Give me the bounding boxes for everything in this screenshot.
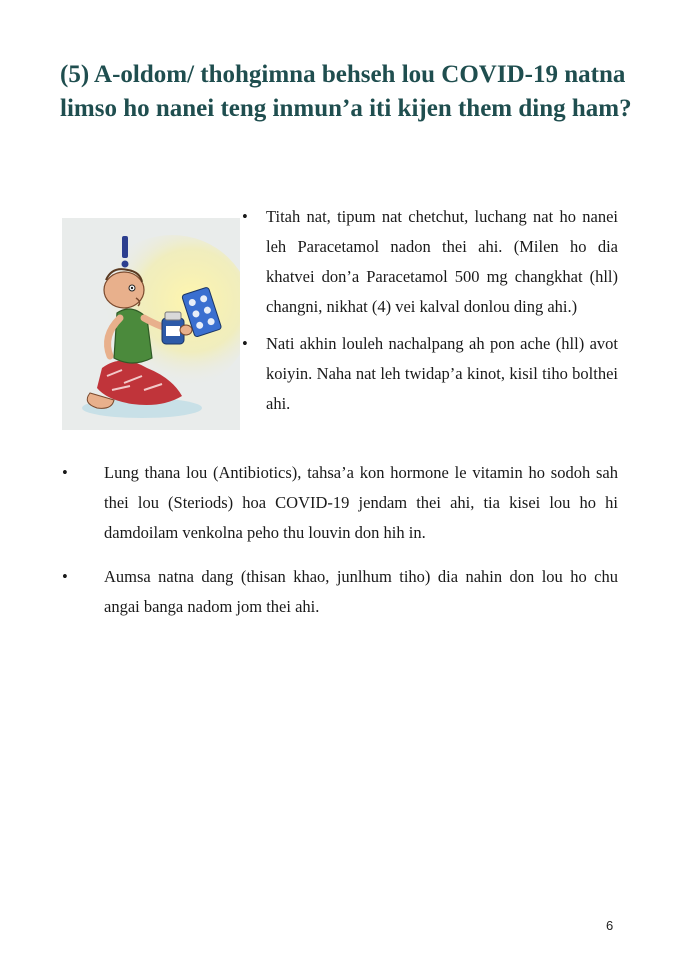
page-number: 6: [606, 918, 614, 933]
bullet-dot: •: [62, 463, 68, 482]
list-item: [62, 458, 618, 548]
list-item: [238, 329, 618, 419]
bullet-text: Titah nat, tipum nat chetchut, luchang nat ho nanei leh Paracetamol nadon thei ahi. (Milen ho dia khatvei don’a Paracetamol 500 mg changkhat (hll) changni, nikhat (4) vei kalval donlou ding ahi.): [266, 207, 618, 316]
bullet-text: Nati akhin louleh nachalpang ah pon ache (hll) avot koiyin. Naha nat leh twidap’a kinot, kisil tiho bolthei ahi.: [266, 334, 618, 413]
list-item: [62, 562, 618, 622]
section-heading: (5) A-oldom/ thohgimna behseh lou COVID-19 natna limso ho nanei teng inmun’a iti kijen them ding ham?: [60, 61, 632, 122]
top-bullet-list: [238, 202, 618, 419]
bullet-text: Lung thana lou (Antibiotics), tahsa’a kon hormone le vitamin ho sodoh sah thei lou (Steriods) hoa COVID-19 jendam thei ahi, tia kisei lou ho hi damdoilam venkolna peho thu louvin don hih in.: [104, 463, 618, 542]
bullet-dot: •: [242, 207, 248, 226]
bottom-bullet-list: [62, 458, 618, 622]
sick-man-with-medicine-illustration: [62, 218, 240, 430]
bullet-text: Aumsa natna dang (thisan khao, junlhum tiho) dia nahin don lou ho chu angai banga nadom jom thei ahi.: [104, 567, 618, 616]
bullet-dot: •: [242, 334, 248, 353]
bullet-dot: •: [62, 567, 68, 586]
list-item: [238, 202, 618, 322]
